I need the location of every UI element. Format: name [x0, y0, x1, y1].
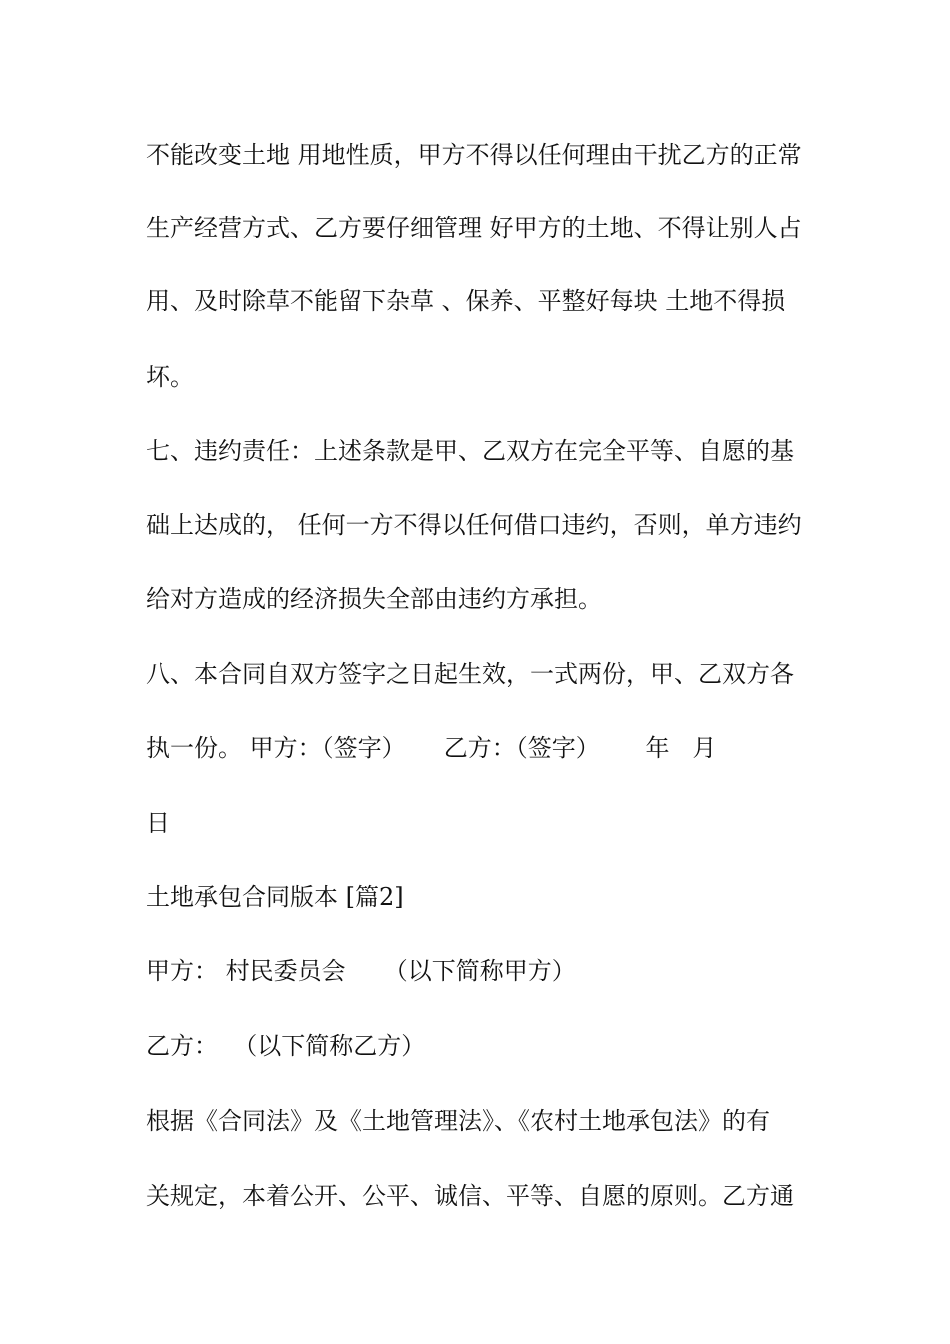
party-a-line: 甲方： 村民委员会 （以下简称甲方）	[146, 957, 576, 985]
text-line: 根据《合同法》及《土地管理法》、《农村土地承包法》的有	[146, 1107, 770, 1135]
party-b-line: 乙方： （以下简称乙方）	[146, 1032, 426, 1060]
text-line: 用、及时除草不能留下杂草 、保养、平整好每块 土地不得损	[146, 287, 786, 315]
text-line: 关规定，本着公开、公平、诚信、平等、自愿的原则。乙方通	[146, 1182, 794, 1210]
signature-line: 执一份。 甲方：（签字） 乙方：（签字） 年 月	[146, 734, 717, 762]
text-line: 坏。	[146, 363, 194, 391]
text-line: 八、本合同自双方签字之日起生效，一式两份，甲、乙双方各	[146, 660, 794, 688]
text-line: 给对方造成的经济损失全部由违约方承担。	[146, 585, 602, 613]
text-line: 不能改变土地 用地性质，甲方不得以任何理由干扰乙方的正常	[146, 141, 802, 169]
section-heading: 土地承包合同版本 [篇2]	[146, 883, 404, 911]
text-line: 日	[146, 809, 170, 837]
text-line: 础上达成的， 任何一方不得以任何借口违约，否则，单方违约	[146, 511, 802, 539]
text-line: 生产经营方式、乙方要仔细管理 好甲方的土地、不得让别人占	[146, 214, 802, 242]
text-line: 七、违约责任：上述条款是甲、乙双方在完全平等、自愿的基	[146, 437, 794, 465]
